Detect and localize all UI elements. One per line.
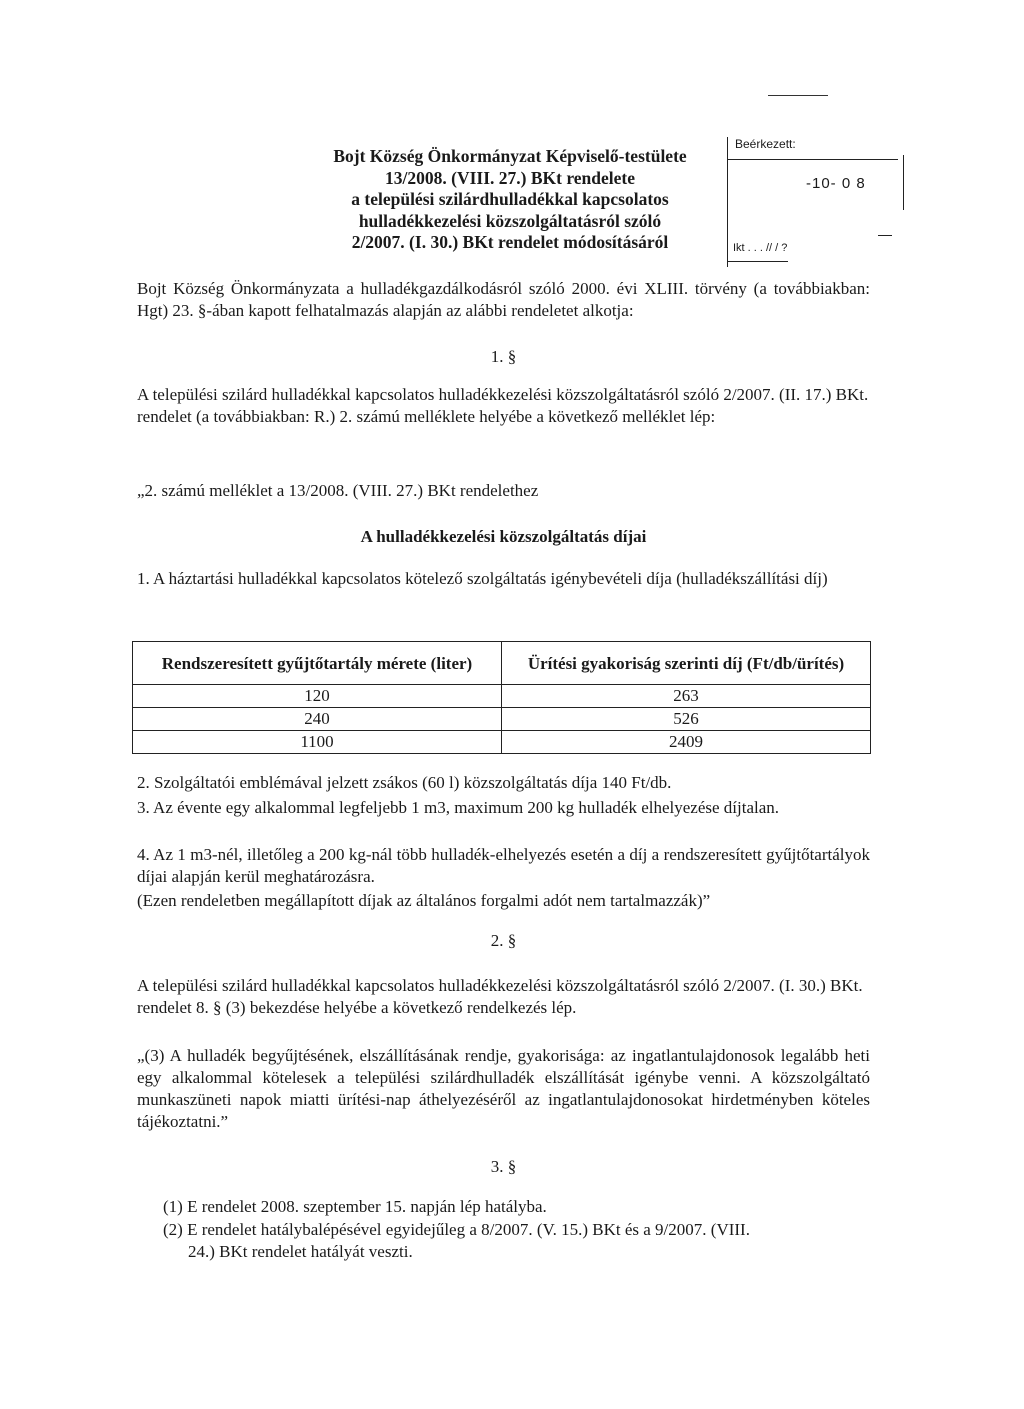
stamp-filing-number: Ikt . . . // / ?	[733, 242, 788, 254]
section-3-paragraph-1: (1) E rendelet 2008. szeptember 15. napján lép hatályba.	[163, 1197, 547, 1216]
scan-artifact-line	[768, 95, 828, 96]
table-cell: 1100	[133, 731, 502, 754]
section-3-paragraph-2	[163, 1219, 870, 1263]
table-cell: 240	[133, 708, 502, 731]
table-header-row	[133, 642, 871, 685]
stamp-dash	[878, 235, 892, 236]
section-1-title: 1. §	[490, 347, 517, 366]
annex-reference: „2. számú melléklet a 13/2008. (VIII. 27.) BKt rendelethez	[137, 481, 539, 500]
table-row	[133, 685, 871, 708]
section-3-title: 3. §	[490, 1157, 517, 1176]
table-row	[133, 708, 871, 731]
header-line-1: Bojt Község Önkormányzat Képviselő-testülete	[333, 146, 687, 166]
header-line-5: 2/2007. (I. 30.) BKt rendelet módosításáról	[351, 232, 669, 252]
section-1-text: A települési szilárd hulladékkal kapcsolatos hulladékkezelési közszolgáltatásról szóló 2/2007. (II. 17.) BKt. rendelet (a továbbiakban: R.) 2. számú melléklete helyébe a következő melléklet lép:	[137, 385, 869, 426]
fee-table	[132, 641, 871, 754]
fee-item-4: 4. Az 1 m3-nél, illetőleg a 200 kg-nál több hulladék-elhelyezés esetén a díj a rendszeresített gyűjtőtartályok díjai alapján kerül meghatározásra.	[137, 845, 870, 886]
section-2-quote: „(3) A hulladék begyűjtésének, elszállításának rendje, gyakorisága: az ingatlantulajdonosok legalább heti egy alkalommal kötelesek a települési szilárdhulladék elszállítását igénybe venni. A közszolgáltató munkaszüneti napok miatti ürítési-nap áthelyezéséről az ingatlantulajdonosokat hirdetményben köteles tájékoztatni.”	[137, 1046, 870, 1131]
section-3-paragraph-2-line-1: (2) E rendelet hatálybalépésével egyidejűleg a 8/2007. (V. 15.) BKt és a 9/2007. (VIII.	[163, 1220, 750, 1239]
column-header-fee: Ürítési gyakoriság szerinti díj (Ft/db/ürítés)	[502, 642, 871, 685]
header-line-2: 13/2008. (VIII. 27.) BKt rendelete	[385, 167, 635, 188]
table-cell: 263	[502, 685, 871, 708]
vat-note: (Ezen rendeletben megállapított díjak az általános forgalmi adót nem tartalmazzák)”	[137, 891, 711, 910]
document-header	[300, 146, 720, 254]
table-cell: 526	[502, 708, 871, 731]
table-cell: 2409	[502, 731, 871, 754]
fee-item-2: 2. Szolgáltatói emblémával jelzett zsákos (60 l) közszolgáltatás díja 140 Ft/db.	[137, 773, 672, 792]
preamble: Bojt Község Önkormányzata a hulladékgazdálkodásról szóló 2000. évi XLIII. törvény (a továbbiakban: Hgt) 23. §-ában kapott felhatalmazás alapján az alábbi rendeletet alkotja:	[137, 279, 870, 320]
stamp-bottom-rule	[728, 261, 788, 262]
stamp-date: -10- 0 8	[806, 175, 866, 192]
fee-item-3: 3. Az évente egy alkalommal legfeljebb 1 m3, maximum 200 kg hulladék elhelyezése díjtalan.	[137, 798, 780, 817]
section-2-title: 2. §	[490, 931, 517, 950]
fee-item-1: 1. A háztartási hulladékkal kapcsolatos kötelező szolgáltatás igénybevételi díja (hulladékszállítási díj)	[137, 569, 828, 588]
section-2-text: A települési szilárd hulladékkal kapcsolatos hulladékkezelési közszolgáltatásról szóló 2/2007. (I. 30.) BKt. rendelet 8. § (3) bekezdése helyébe a következő rendelkezés lép.	[137, 976, 863, 1017]
section-3-paragraph-2-line-2: 24.) BKt rendelet hatályát veszti.	[188, 1242, 413, 1261]
stamp-label: Beérkezett:	[735, 137, 796, 151]
annex-title: A hulladékkezelési közszolgáltatás díjai	[360, 527, 647, 546]
header-line-4: hulladékkezelési közszolgáltatásról szóló	[358, 210, 662, 231]
stamp-right-rule	[903, 155, 904, 210]
header-line-3: a települési szilárdhulladékkal kapcsolatos	[351, 189, 669, 209]
table-cell: 120	[133, 685, 502, 708]
table-row	[133, 731, 871, 754]
column-header-container-size: Rendszeresített gyűjtőtartály mérete (liter)	[133, 642, 502, 685]
received-stamp	[727, 137, 904, 267]
